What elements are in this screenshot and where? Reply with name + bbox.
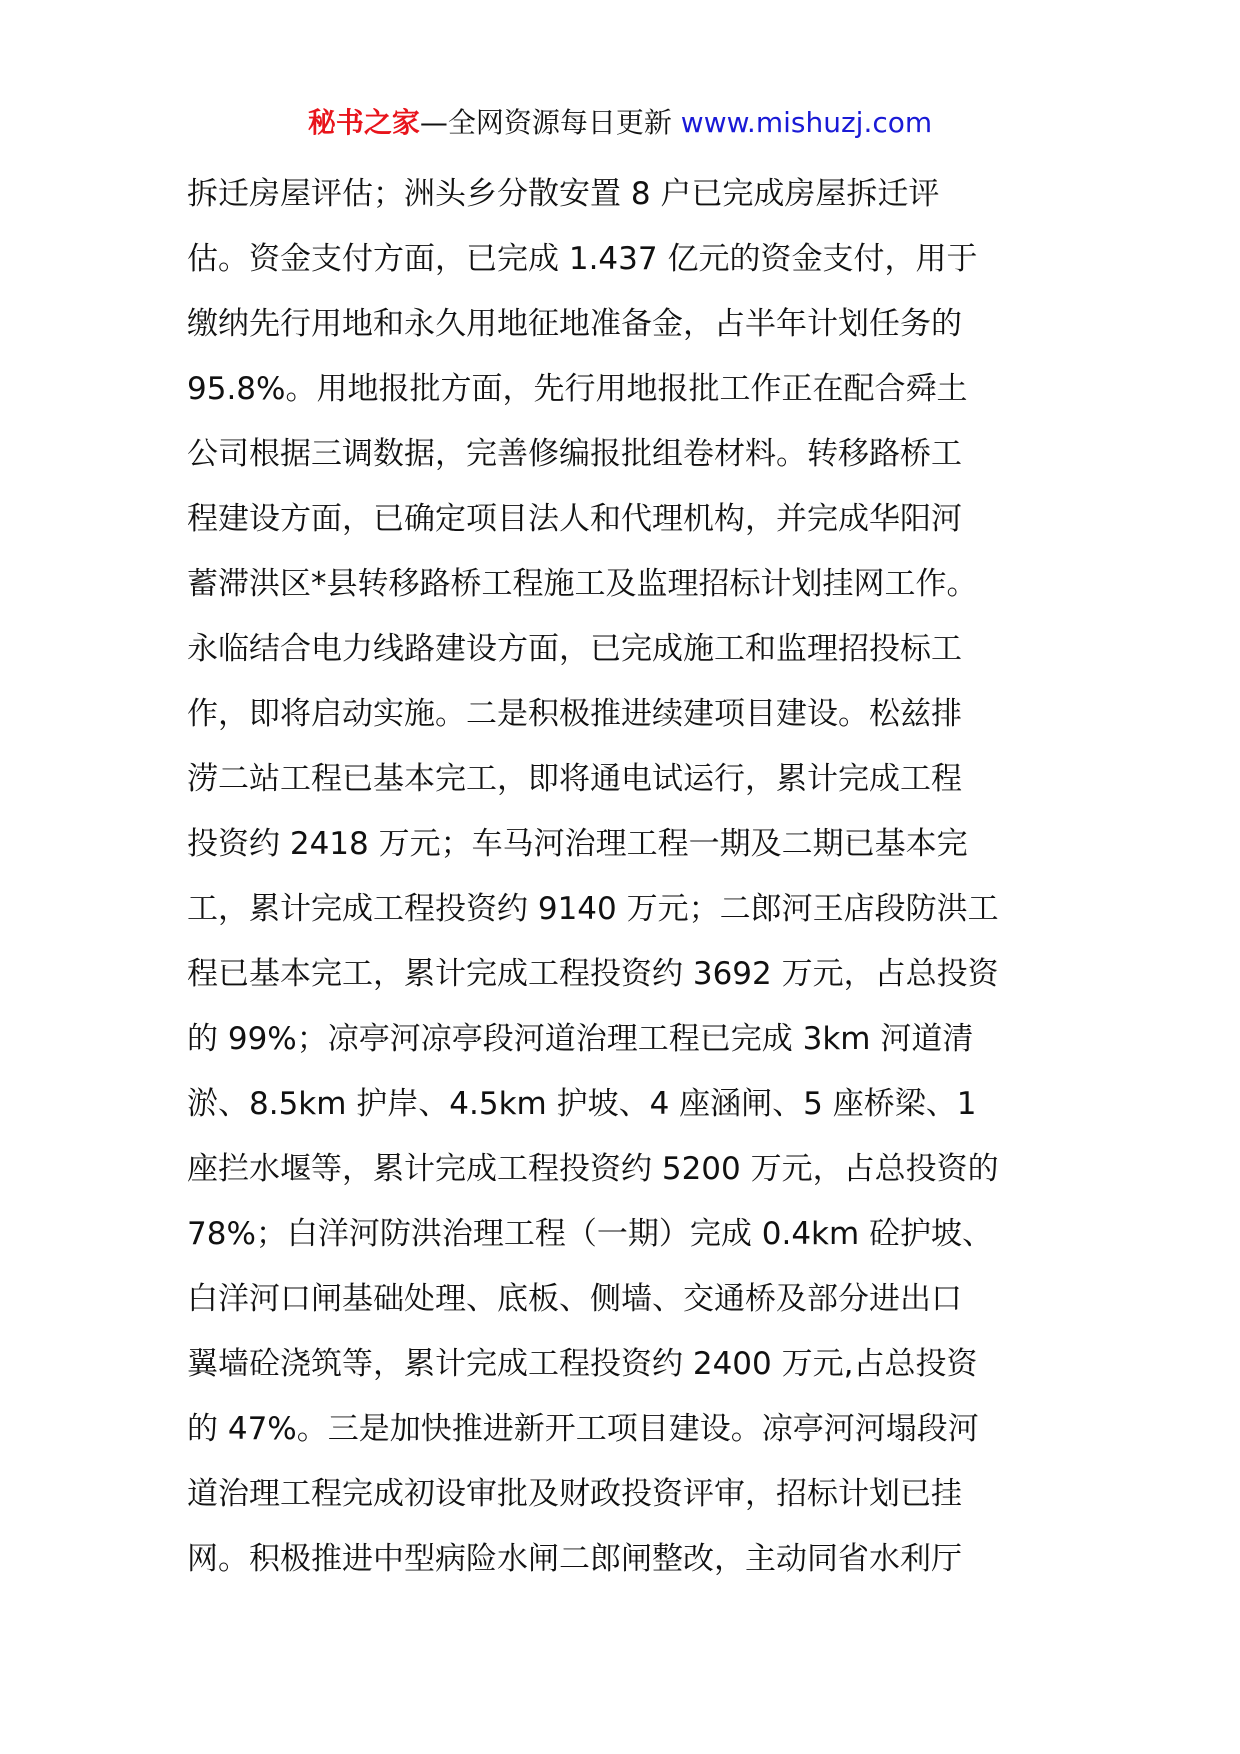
text-line: 座拦水堰等，累计完成工程投资约 5200 万元，占总投资的 <box>187 1151 999 1187</box>
text-line: 作，即将启动实施。二是积极推进续建项目建设。松兹排 <box>187 696 962 732</box>
text-line: 公司根据三调数据，完善修编报批组卷材料。转移路桥工 <box>187 436 962 472</box>
document-body <box>187 162 1087 1592</box>
text-line: 涝二站工程已基本完工，即将通电试运行，累计完成工程 <box>187 761 962 797</box>
text-line: 永临结合电力线路建设方面，已完成施工和监理招投标工 <box>187 631 962 667</box>
text-line: 工，累计完成工程投资约 9140 万元；二郎河王店段防洪工 <box>187 891 999 927</box>
text-line: 的 47%。三是加快推进新开工项目建设。凉亭河河塌段河 <box>187 1411 979 1447</box>
text-line: 道治理工程完成初设审批及财政投资评审，招标计划已挂 <box>187 1476 962 1512</box>
text-line: 翼墙砼浇筑等，累计完成工程投资约 2400 万元,占总投资 <box>187 1346 978 1382</box>
page-header <box>0 103 1240 143</box>
header-tagline: —全网资源每日更新 <box>419 106 672 139</box>
text-line: 的 99%；凉亭河凉亭段河道治理工程已完成 3km 河道清 <box>187 1021 974 1057</box>
text-line: 蓄滞洪区*县转移路桥工程施工及监理招标计划挂网工作。 <box>187 566 978 602</box>
text-line: 投资约 2418 万元；车马河治理工程一期及二期已基本完 <box>187 826 968 862</box>
text-line: 缴纳先行用地和永久用地征地准备金，占半年计划任务的 <box>187 306 962 342</box>
text-line: 白洋河口闸基础处理、底板、侧墙、交通桥及部分进出口 <box>187 1281 962 1317</box>
text-line: 估。资金支付方面，已完成 1.437 亿元的资金支付，用于 <box>187 241 978 277</box>
text-line: 78%；白洋河防洪治理工程（一期）完成 0.4km 砼护坡、 <box>187 1216 994 1252</box>
text-line: 网。积极推进中型病险水闸二郎闸整改，主动同省水利厅 <box>187 1541 962 1577</box>
site-url-link[interactable]: www.mishuzj.com <box>680 106 933 139</box>
brand-name: 秘书之家 <box>307 106 420 139</box>
text-line: 程建设方面，已确定项目法人和代理机构，并完成华阳河 <box>187 501 962 537</box>
text-line: 淤、8.5km 护岸、4.5km 护坡、4 座涵闸、5 座桥梁、1 <box>187 1086 977 1122</box>
text-line: 95.8%。用地报批方面，先行用地报批工作正在配合舜土 <box>187 371 968 407</box>
text-line: 程已基本完工，累计完成工程投资约 3692 万元，占总投资 <box>187 956 999 992</box>
text-line: 拆迁房屋评估；洲头乡分散安置 8 户已完成房屋拆迁评 <box>187 176 940 212</box>
